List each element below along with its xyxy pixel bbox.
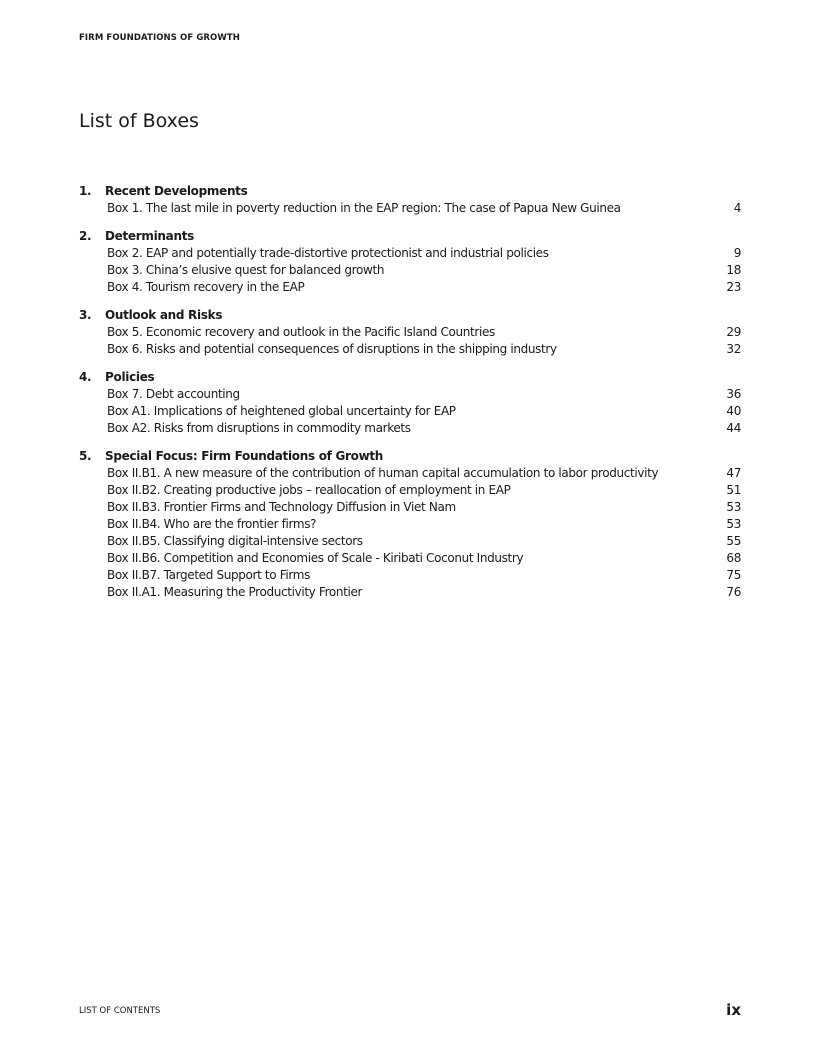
section-number: 5. bbox=[79, 449, 92, 463]
toc-entry[interactable] bbox=[79, 550, 741, 567]
entry-title: Box 7. Debt accounting bbox=[107, 387, 240, 401]
entry-page-number: 76 bbox=[726, 585, 741, 599]
entry-title: Box A1. Implications of heightened global uncertainty for EAP bbox=[107, 404, 456, 418]
section-heading bbox=[79, 448, 741, 465]
entry-page-number: 32 bbox=[726, 342, 741, 356]
entry-title: Box II.B3. Frontier Firms and Technology Diffusion in Viet Nam bbox=[107, 500, 456, 514]
toc-section bbox=[79, 307, 741, 358]
entry-page-number: 29 bbox=[726, 325, 741, 339]
footer-section-label: LIST OF CONTENTS bbox=[79, 1006, 161, 1016]
entry-title: Box 3. China’s elusive quest for balanced growth bbox=[107, 263, 385, 277]
toc-section bbox=[79, 369, 741, 437]
entry-page-number: 40 bbox=[726, 404, 741, 418]
entry-title: Box 6. Risks and potential consequences of disruptions in the shipping industry bbox=[107, 342, 557, 356]
toc-section bbox=[79, 228, 741, 296]
toc-entry[interactable] bbox=[79, 584, 741, 601]
section-heading bbox=[79, 369, 741, 386]
entry-title: Box II.B1. A new measure of the contribution of human capital accumulation to labor productivity bbox=[107, 466, 659, 480]
entry-title: Box II.B2. Creating productive jobs – reallocation of employment in EAP bbox=[107, 483, 511, 497]
toc-entry[interactable] bbox=[79, 465, 741, 482]
section-title: Determinants bbox=[105, 229, 194, 243]
toc-section bbox=[79, 183, 741, 217]
section-heading bbox=[79, 183, 741, 200]
entry-page-number: 47 bbox=[726, 466, 741, 480]
entry-title: Box II.A1. Measuring the Productivity Frontier bbox=[107, 585, 363, 599]
entry-title: Box II.B7. Targeted Support to Firms bbox=[107, 568, 310, 582]
section-number: 2. bbox=[79, 229, 92, 243]
toc-entry[interactable] bbox=[79, 324, 741, 341]
toc-entry[interactable] bbox=[79, 499, 741, 516]
list-of-boxes bbox=[79, 183, 741, 612]
entry-page-number: 18 bbox=[726, 263, 741, 277]
toc-entry[interactable] bbox=[79, 245, 741, 262]
entry-title: Box 5. Economic recovery and outlook in the Pacific Island Countries bbox=[107, 325, 495, 339]
toc-entry[interactable] bbox=[79, 516, 741, 533]
section-number: 4. bbox=[79, 370, 92, 384]
toc-entry[interactable] bbox=[79, 533, 741, 550]
entry-page-number: 23 bbox=[726, 280, 741, 294]
section-heading bbox=[79, 307, 741, 324]
section-number: 3. bbox=[79, 308, 92, 322]
entry-title: Box 1. The last mile in poverty reduction in the EAP region: The case of Papua New Guinea bbox=[107, 201, 621, 215]
toc-entry[interactable] bbox=[79, 200, 741, 217]
entry-page-number: 51 bbox=[726, 483, 741, 497]
entry-page-number: 53 bbox=[726, 517, 741, 531]
toc-entry[interactable] bbox=[79, 567, 741, 584]
section-title: Special Focus: Firm Foundations of Growth bbox=[105, 449, 384, 463]
entry-page-number: 68 bbox=[726, 551, 741, 565]
entry-title: Box II.B4. Who are the frontier firms? bbox=[107, 517, 317, 531]
entry-title: Box 4. Tourism recovery in the EAP bbox=[107, 280, 305, 294]
toc-entry[interactable] bbox=[79, 403, 741, 420]
toc-entry[interactable] bbox=[79, 386, 741, 403]
entry-page-number: 4 bbox=[733, 201, 741, 215]
toc-entry[interactable] bbox=[79, 279, 741, 296]
toc-entry[interactable] bbox=[79, 341, 741, 358]
running-header: FIRM FOUNDATIONS OF GROWTH bbox=[79, 33, 240, 43]
entry-title: Box 2. EAP and potentially trade-distortive protectionist and industrial policies bbox=[107, 246, 549, 260]
toc-section bbox=[79, 448, 741, 601]
entry-page-number: 36 bbox=[726, 387, 741, 401]
entry-page-number: 44 bbox=[726, 421, 741, 435]
entry-page-number: 55 bbox=[726, 534, 741, 548]
entry-page-number: 53 bbox=[726, 500, 741, 514]
toc-entry[interactable] bbox=[79, 482, 741, 499]
toc-entry[interactable] bbox=[79, 262, 741, 279]
entry-title: Box II.B5. Classifying digital-intensive sectors bbox=[107, 534, 363, 548]
entry-page-number: 9 bbox=[733, 246, 741, 260]
section-title: Recent Developments bbox=[105, 184, 248, 198]
section-title: Policies bbox=[105, 370, 155, 384]
page-title: List of Boxes bbox=[79, 110, 199, 132]
entry-title: Box II.B6. Competition and Economies of Scale - Kiribati Coconut Industry bbox=[107, 551, 524, 565]
section-number: 1. bbox=[79, 184, 92, 198]
footer-page-number: ix bbox=[726, 1001, 741, 1019]
section-title: Outlook and Risks bbox=[105, 308, 223, 322]
toc-entry[interactable] bbox=[79, 420, 741, 437]
section-heading bbox=[79, 228, 741, 245]
entry-page-number: 75 bbox=[726, 568, 741, 582]
entry-title: Box A2. Risks from disruptions in commodity markets bbox=[107, 421, 411, 435]
